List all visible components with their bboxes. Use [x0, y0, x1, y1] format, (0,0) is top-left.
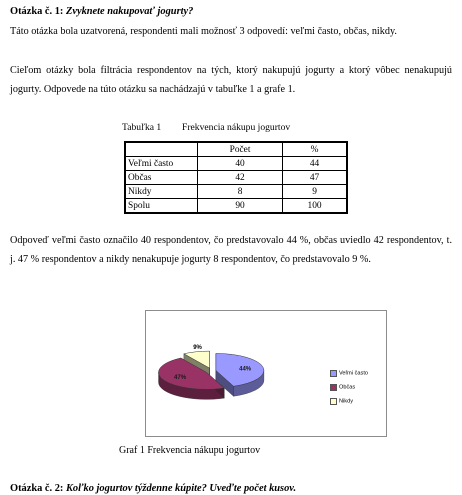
question-2-text: Koľko jogurtov týždenne kúpite? Uveďte počet kusov.: [66, 483, 297, 494]
table-cell: 42: [198, 171, 283, 185]
question-1-heading: [10, 6, 193, 17]
table-cell: 90: [198, 199, 283, 214]
table-header-cell: [125, 142, 198, 157]
table-cell: 44: [283, 157, 347, 171]
legend-swatch: [330, 384, 337, 391]
legend-item: [330, 398, 353, 405]
table-header-cell: Počet: [198, 142, 283, 157]
question-2-heading: [10, 483, 296, 494]
frequency-table: [124, 141, 348, 214]
pie-data-label: 44%: [239, 366, 252, 373]
pie-chart-frame: [145, 310, 387, 437]
legend-label: Občas: [339, 384, 356, 391]
legend-item: [330, 370, 368, 377]
table-cell: Spolu: [125, 199, 198, 214]
legend-swatch: [330, 370, 337, 377]
chart-caption: Graf 1 Frekvencia nákupu jogurtov: [119, 445, 261, 456]
paragraph-question-goal: Cieľom otázky bola filtrácia respondentov na tých, ktorý nakupujú jogurty a ktorý vôbec nenakupujú jogurty. Odpovede na túto otázku sa nachádzajú v tabuľke 1 a grafe 1.: [10, 65, 452, 95]
table-row: [125, 185, 347, 199]
table-cell: 100: [283, 199, 347, 214]
question-2-prefix: Otázka č. 2:: [10, 483, 64, 494]
legend-label: Veľmi často: [339, 370, 368, 377]
paragraph-question-type: Táto otázka bola uzatvorená, respondenti mali možnosť 3 odpovedí: veľmi často, občas, nikdy.: [10, 26, 397, 37]
table-cell: 47: [283, 171, 347, 185]
table-cell: 8: [198, 185, 283, 199]
table-header-cell: %: [283, 142, 347, 157]
legend-label: Nikdy: [339, 398, 353, 405]
table-cell: Veľmi často: [125, 157, 198, 171]
pie-data-label: 47%: [174, 375, 187, 382]
table-row: [125, 157, 347, 171]
table-caption-title: Frekvencia nákupu jogurtov: [182, 122, 291, 133]
question-1-text: Zvyknete nakupovať jogurty?: [66, 6, 194, 17]
paragraph-results: Odpoveď veľmi často označilo 40 respondentov, čo predstavovalo 44 %, občas uviedlo 42 respondentov, t. j. 47 % respondentov a nikdy nenakupuje jogurty 8 respondentov, čo predstavovalo 9 %.: [10, 235, 452, 265]
table-cell: Nikdy: [125, 185, 198, 199]
table-cell: Občas: [125, 171, 198, 185]
table-header-row: [125, 142, 347, 157]
table-caption-label: Tabuľka 1: [122, 122, 162, 133]
table-row: [125, 171, 347, 185]
table-cell: 40: [198, 157, 283, 171]
legend-swatch: [330, 398, 337, 405]
table-cell: 9: [283, 185, 347, 199]
legend-item: [330, 384, 355, 391]
question-1-prefix: Otázka č. 1:: [10, 6, 64, 17]
table-row-total: [125, 199, 347, 214]
table-caption: [122, 122, 290, 133]
pie-data-label: 9%: [193, 345, 202, 352]
